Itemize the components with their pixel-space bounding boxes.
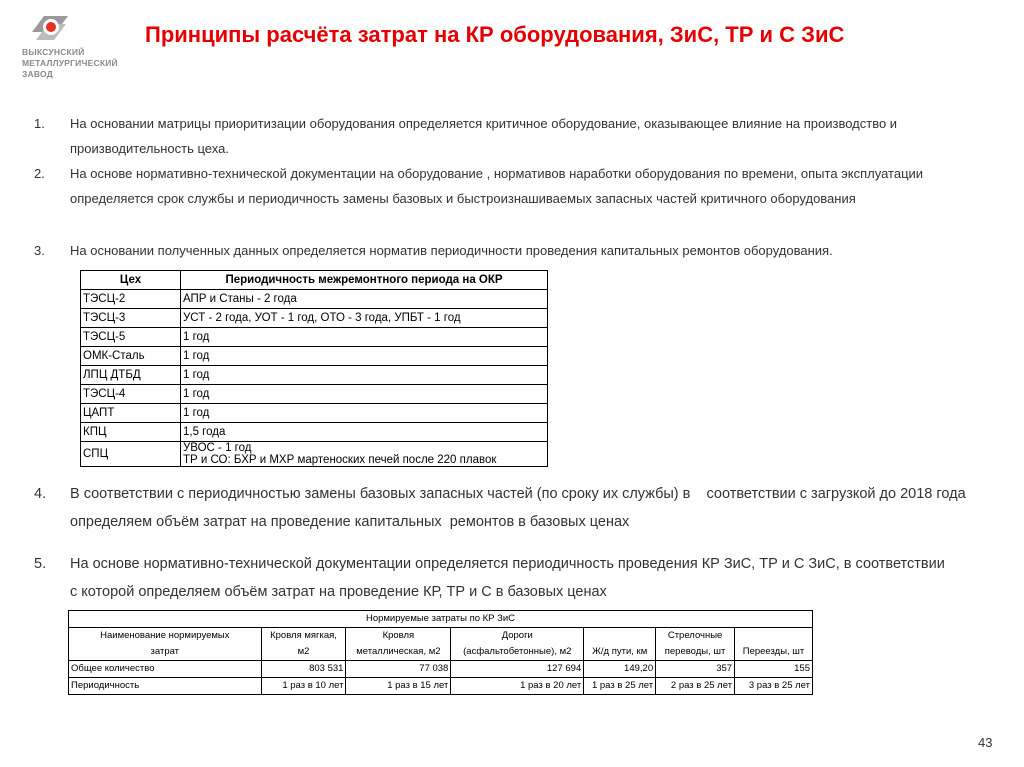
header-cell: Дороги (асфальтобетонные), м2 [451, 628, 584, 661]
cell: 1 год [181, 404, 548, 423]
cell: 155 [735, 661, 813, 678]
cell: СПЦ [81, 442, 181, 467]
table-caption: Нормируемые затраты по КР ЗиС [69, 611, 813, 628]
cell: 1 год [181, 385, 548, 404]
cell: ЛПЦ ДТБД [81, 366, 181, 385]
cell: КПЦ [81, 423, 181, 442]
item-number: 2. [34, 166, 45, 181]
header-cell: Ж/д пути, км [584, 628, 656, 661]
list-item-2 [34, 161, 954, 211]
header-cell: Кровля мягкая, м2 [261, 628, 346, 661]
cell-line: ТР и СО: БХР и МХР мартеноских печей после 220 плавок [183, 454, 497, 466]
cell: 3 раз в 25 лет [735, 678, 813, 695]
header-cell: Кровля металлическая, м2 [346, 628, 451, 661]
cell: 1 раз в 10 лет [261, 678, 346, 695]
cell [181, 442, 548, 467]
item-number: 4. [34, 486, 47, 502]
cell: 1 раз в 15 лет [346, 678, 451, 695]
item-text: На основе нормативно-технической документации определяется периодичность проведения КР ЗиС, ТР и С ЗиС, в соответствии с которой определяем объём затрат на проведение КР, ТР и С в базовых ценах [70, 556, 945, 600]
header-shop: Цех [81, 271, 181, 290]
header-period: Периодичность межремонтного периода на ОКР [181, 271, 548, 290]
header-cell: Стрелочные переводы, шт [656, 628, 735, 661]
logo-text-3: ЗАВОД [22, 69, 53, 79]
cell: ОМК-Сталь [81, 347, 181, 366]
list-item-5 [34, 550, 954, 606]
header-cell: Наименование нормируемых затрат [69, 628, 262, 661]
list-item-3 [34, 238, 994, 263]
cell: ТЭСЦ-5 [81, 328, 181, 347]
logo-emblem-icon [30, 12, 70, 42]
cell: 1,5 года [181, 423, 548, 442]
normative-costs-table [68, 610, 813, 695]
header-cell: Переезды, шт [735, 628, 813, 661]
table-row [81, 366, 548, 385]
table-row [81, 423, 548, 442]
cell: ТЭСЦ-2 [81, 290, 181, 309]
item-number: 3. [34, 243, 45, 258]
cell: Общее количество [69, 661, 262, 678]
table-row [81, 404, 548, 423]
company-logo [22, 12, 142, 80]
cell: УСТ - 2 года, УОТ - 1 год, ОТО - 3 года, УПБТ - 1 год [181, 309, 548, 328]
table-row [81, 290, 548, 309]
item-text: В соответствии с периодичностью замены базовых запасных частей (по сроку их службы) в соответствии с загрузкой до 2018 года определяем объём затрат на проведение капитальных ремонтов в базовых ценах [70, 486, 970, 530]
list-item-1 [34, 111, 994, 161]
slide-title: Принципы расчёта затрат на КР оборудования, ЗиС, ТР и С ЗиС [145, 22, 845, 47]
table-row [69, 661, 813, 678]
item-text: На основании полученных данных определяется норматив периодичности проведения капитальных ремонтов оборудования. [70, 243, 833, 258]
cell: 357 [656, 661, 735, 678]
cell: 1 год [181, 328, 548, 347]
table-row [81, 442, 548, 467]
cell: ЦАПТ [81, 404, 181, 423]
table-row [81, 385, 548, 404]
cell: 1 год [181, 347, 548, 366]
cell: 149,20 [584, 661, 656, 678]
cell: ТЭСЦ-3 [81, 309, 181, 328]
table-row [81, 309, 548, 328]
item-number: 5. [34, 556, 47, 572]
cell-line: УВОС - 1 год [183, 442, 252, 454]
cell: 1 год [181, 366, 548, 385]
cell: 2 раз в 25 лет [656, 678, 735, 695]
cell: Периодичность [69, 678, 262, 695]
item-text: На основании матрицы приоритизации оборудования определяется критичное оборудование, оказывающее влияние на производство и производительность цеха. [70, 116, 898, 156]
cell: 803 531 [261, 661, 346, 678]
table-row [81, 347, 548, 366]
cell: АПР и Станы - 2 года [181, 290, 548, 309]
cell: ТЭСЦ-4 [81, 385, 181, 404]
logo-text-2: МЕТАЛЛУРГИЧЕСКИЙ [22, 58, 118, 68]
header-row [69, 628, 813, 661]
table-row [69, 678, 813, 695]
repair-period-table [80, 270, 548, 467]
item-text: На основе нормативно-технической документации на оборудование , нормативов наработки оборудования по времени, опыта эксплуатации определяется срок службы и периодичность замены базовых и быстроизнашиваемых запасных частей критичного оборудования [70, 166, 924, 206]
cell: 77 038 [346, 661, 451, 678]
item-number: 1. [34, 116, 45, 131]
cell: 127 694 [451, 661, 584, 678]
cell: 1 раз в 20 лет [451, 678, 584, 695]
list-item-4 [34, 480, 1004, 536]
page-number: 43 [978, 735, 993, 750]
table-row [81, 328, 548, 347]
logo-text-1: ВЫКСУНСКИЙ [22, 47, 85, 57]
cell: 1 раз в 25 лет [584, 678, 656, 695]
